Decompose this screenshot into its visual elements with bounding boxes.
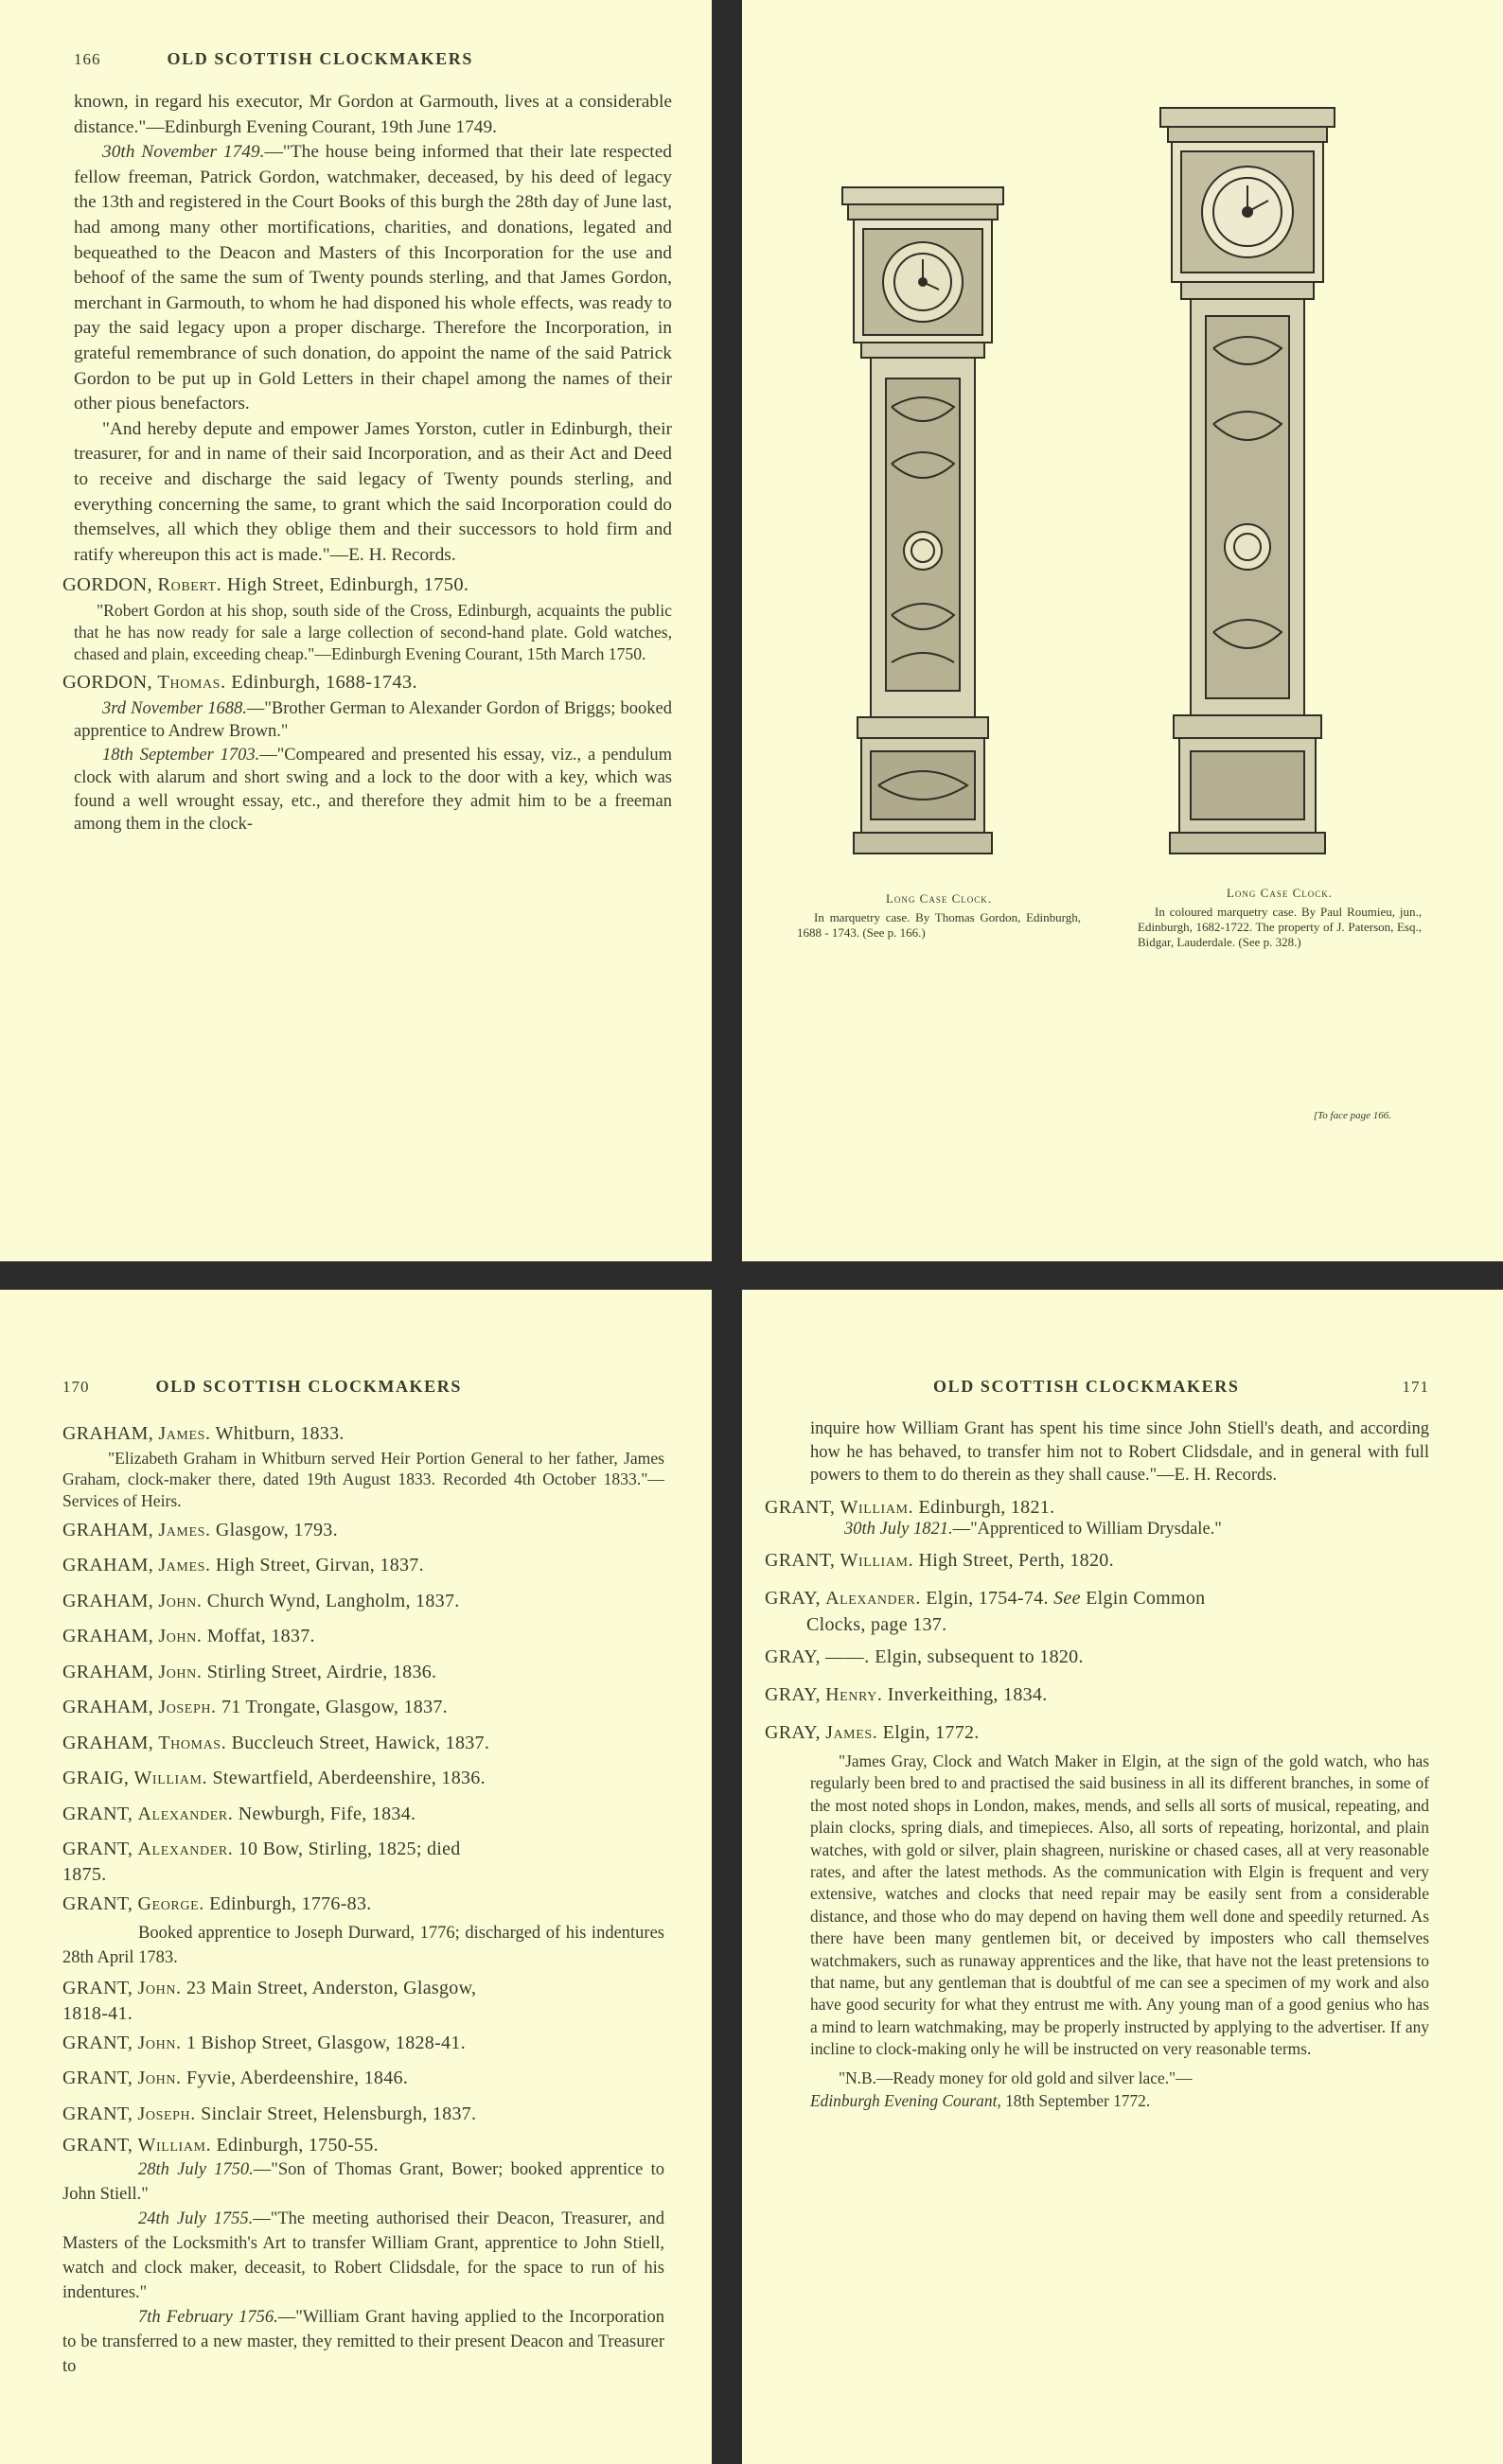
given-name: Thomas.: [158, 1732, 227, 1753]
surname: GRAHAM,: [62, 1555, 153, 1576]
given-name: Robert.: [157, 574, 222, 596]
entry-heading: [62, 1833, 664, 1867]
entry-heading: [62, 2098, 664, 2132]
page-166: [0, 0, 712, 1261]
given-name: Alexander.: [137, 1803, 234, 1824]
surname: GRAHAM,: [62, 1697, 153, 1718]
see-reference-text: Elgin Common: [1086, 1588, 1206, 1609]
surname: GRAY,: [765, 1684, 821, 1705]
entry-quote: "Elizabeth Graham in Whitburn served Heir Portion General to her father, James Graham, clock-maker there, dated 19th August 1833. Recorded 4th October 1833."—Services of Heirs.: [62, 1448, 664, 1511]
entry-subparagraph: [62, 2157, 664, 2207]
entry-heading: [765, 1677, 1429, 1713]
sub-text: —"Apprenticed to William Drysdale.": [952, 1519, 1222, 1539]
entry-heading: [62, 1888, 664, 1922]
sub-text: —"The meeting authorised their Deacon, Treasurer, and Masters of the Locksmith's Art to transfer William Grant, apprentice to John Stiell, watch and clock maker, deceasit, to Robert Clidsdale, for the space to run of his indentures.": [62, 2209, 665, 2303]
entry-heading: [62, 1798, 664, 1832]
entry-continuation: Clocks, page 137.: [806, 1614, 947, 1635]
given-name: James.: [158, 1423, 211, 1444]
surname: GRAHAM,: [62, 1732, 153, 1753]
entry-subparagraph: [74, 744, 672, 836]
given-name: John.: [137, 2068, 182, 2089]
entry-heading: [765, 1715, 1429, 1751]
entry-details: Edinburgh, 1776-83.: [209, 1892, 372, 1914]
surname: GRAY,: [765, 1722, 821, 1743]
given-name: James.: [825, 1722, 878, 1743]
entry-details: Buccleuch Street, Hawick, 1837.: [231, 1732, 490, 1753]
entry-details: Elgin, 1772.: [882, 1722, 980, 1743]
surname: GRAIG,: [62, 1768, 130, 1789]
entry-subparagraph: [62, 2207, 664, 2305]
date: 24th July 1755.: [138, 2209, 254, 2229]
surname: GRAHAM,: [62, 1590, 153, 1611]
surname: GRAY,: [765, 1588, 821, 1609]
date: 7th February 1756.: [138, 2308, 278, 2328]
entry-details: 71 Trongate, Glasgow, 1837.: [221, 1697, 448, 1718]
entry-heading: [62, 2133, 664, 2157]
entry-heading: [62, 1656, 664, 1690]
given-name: Joseph.: [158, 1697, 217, 1718]
paragraph-text: —"The house being informed that their late respected fellow freeman, Patrick Gordon, watchmaker, deceased, by his deed of legacy the 13th and registered in the Court Books of this burgh the 28th day of June last, had among many other mortifications, charities, and donations, legated and bequeathed to the Deacon and Masters of this Incorporation for the use and behoof of the same the sum of Twenty pounds sterling, and that James Gordon, merchant in Garmouth, to whom he had disponed his whole effects, was ready to pay the said legacy upon a proper discharge. Therefore the Incorporation, in grateful remembrance of such donation, do appoint the name of the said Patrick Gordon to be put up in Gold Letters in their chapel among the names of their other pious benefactors.: [74, 142, 672, 414]
given-name: William.: [840, 1496, 914, 1518]
given-name: John.: [137, 2032, 182, 2053]
caption-title: Long Case Clock.: [885, 891, 993, 906]
paragraph: known, in regard his executor, Mr Gordon at Garmouth, lives at a considerable distance."—Edinburgh Evening Courant, 19th June 1749.: [74, 92, 672, 137]
running-head: [810, 1377, 1429, 1397]
given-name: Henry.: [825, 1684, 883, 1705]
given-name: John.: [137, 1978, 182, 1999]
entry-heading: [62, 1727, 664, 1761]
caption-left: [797, 891, 1081, 941]
page-number: 166: [74, 50, 101, 68]
given-name: Joseph.: [137, 2103, 196, 2124]
entry-details: 10 Bow, Stirling, 1825; died: [238, 1839, 461, 1860]
date: 3rd November 1688.: [102, 698, 247, 718]
date: 18th September 1703.: [102, 745, 260, 765]
given-name: George.: [137, 1892, 204, 1914]
page-number: 171: [1402, 1378, 1429, 1396]
entry-details: Inverkeithing, 1834.: [887, 1684, 1048, 1705]
long-case-clock-illustration: [1153, 102, 1342, 859]
sub-text: —"William Grant having applied to the Incorporation to be transferred to a new master, they remitted to their present Deacon and Treasurer to: [62, 2308, 664, 2377]
page-number: 170: [62, 1378, 90, 1396]
page-title: OLD SCOTTISH CLOCKMAKERS: [933, 1377, 1240, 1396]
entry-subparagraph: [62, 2305, 664, 2379]
entry-details: High Street, Girvan, 1837.: [215, 1555, 424, 1576]
surname: GRAHAM,: [62, 1519, 153, 1540]
entry-heading: [62, 570, 672, 600]
date: 28th July 1750.: [138, 2160, 254, 2180]
page-170: [0, 1290, 712, 2464]
entry-heading: [62, 1514, 664, 1548]
surname: GRANT,: [62, 2135, 133, 2156]
surname: GRANT,: [62, 1978, 133, 1999]
surname: GRANT,: [62, 2032, 133, 2053]
page-title: OLD SCOTTISH CLOCKMAKERS: [155, 1377, 462, 1396]
paragraph: [74, 140, 672, 417]
given-name: Thomas.: [157, 671, 226, 693]
entry-details: Elgin, 1754-74.: [926, 1588, 1049, 1609]
given-name: William.: [840, 1550, 914, 1571]
caption-text: In marquetry case. By Thomas Gordon, Edinburgh, 1688 - 1743. (See p. 166.): [797, 910, 1081, 940]
page-171: [742, 1290, 1503, 2464]
entry-details: Newburgh, Fife, 1834.: [238, 1803, 416, 1824]
surname: GORDON,: [62, 574, 152, 596]
entry-details: High Street, Edinburgh, 1750.: [226, 574, 469, 596]
surname: GRAY,: [765, 1646, 821, 1667]
entry-details: Whitburn, 1833.: [215, 1423, 345, 1444]
surname: GRANT,: [62, 1892, 133, 1914]
entry-heading: [62, 1972, 664, 2006]
entry-heading: [62, 1620, 664, 1654]
long-case-clock-illustration: [833, 180, 1013, 861]
given-name: John.: [158, 1661, 203, 1682]
given-name: John.: [158, 1590, 203, 1611]
sub-text: —"Compeared and presented his essay, viz., a pendulum clock with alarum and short swing and a lock to the door with a key, which was found a well wrought essay, etc., and therefore they admit him to be a freeman among them in the clock-: [74, 745, 672, 835]
given-name: John.: [158, 1626, 203, 1647]
paragraph: "And hereby depute and empower James Yorston, cutler in Edinburgh, their treasurer, for and in name of their said Incorporation, and as their Act and Deed to receive and discharge the said legacy of Twenty pounds sterling, and everything concerning the same, to grant which the said Incorporation could do themselves, all which they oblige them and their successors to hold firm and ratify whereupon this act is made."—E. H. Records.: [74, 418, 672, 565]
entry-quote: "James Gray, Clock and Watch Maker in Elgin, at the sign of the gold watch, who has regularly been bred to and practised the said business in all its different branches, in some of the most noted shops in London, makes, mends, and sells all sorts of musical, repeating, and plain clocks, spring dials, and timepieces. Also, all sorts of repeating, horizontal, and plain watches, with gold or silver, plain shagreen, nuriskine or chased cases, all at very reasonable rates, and after the latest methods. As the communication with Elgin is frequent and very extensive, watches and clocks that need repair may be easily sent from a considerable distance, and those who do may depend on having them well done and speedily returned. As there have been many gentlemen bit, or deceived by imposters who call themselves watchmakers, such as runaway apprentices and the like, that have not the least pretensions to that name, but any gentleman that is doubtful of me can see a specimen of my work and also have good security for what they entrust me with. Any young man of a good genius who has a mind to learn watchmaking, may be properly instructed by applying to the advertiser. If any incline to clock-making only he will be instructed on very reasonable terms.: [810, 1751, 1429, 2059]
entry-heading: [62, 1417, 664, 1452]
see-reference: See: [1053, 1588, 1081, 1609]
given-name: James.: [158, 1519, 211, 1540]
given-name: William.: [137, 2135, 212, 2156]
entry-details: Sinclair Street, Helensburgh, 1837.: [201, 2103, 477, 2124]
entry-details: Glasgow, 1793.: [215, 1519, 338, 1540]
surname: GRANT,: [62, 1839, 133, 1860]
entry-details: Moffat, 1837.: [206, 1626, 315, 1647]
surname: GORDON,: [62, 671, 152, 693]
entry-details: 1 Bishop Street, Glasgow, 1828-41.: [186, 2032, 466, 2053]
entry-details: Church Wynd, Langholm, 1837.: [206, 1590, 460, 1611]
entry-heading: [62, 2027, 664, 2061]
entry-details: 23 Main Street, Anderston, Glasgow,: [186, 1978, 477, 1999]
entry-heading: [62, 1691, 664, 1725]
entry-note: [810, 2067, 1429, 2112]
entry-heading: [62, 1762, 664, 1796]
sub-text: —"Brother German to Alexander Gordon of Briggs; booked apprentice to Andrew Brown.": [74, 698, 672, 742]
entry-subparagraph: Booked apprentice to Joseph Durward, 1776; discharged of his indentures 28th April 1783.: [62, 1924, 664, 1968]
paragraph: inquire how William Grant has spent his time since John Stiell's death, and according how he has behaved, to transfer him not to Robert Clidsdale, and in general with full powers to them to do therein as they shall cause."—E. H. Records.: [810, 1419, 1429, 1485]
entry-heading: [62, 667, 672, 697]
given-name: Alexander.: [137, 1839, 234, 1860]
page-title: OLD SCOTTISH CLOCKMAKERS: [167, 49, 473, 68]
sub-text: —"Son of Thomas Grant, Bower; booked apprentice to John Stiell.": [62, 2160, 665, 2205]
entry-subparagraph: [810, 1518, 1429, 1541]
entry-details: High Street, Perth, 1820.: [918, 1550, 1114, 1571]
entry-subparagraph: [74, 697, 672, 744]
given-name: Alexander.: [825, 1588, 921, 1609]
note-text: "N.B.—Ready money for old gold and silver lace."—: [839, 2068, 1193, 2087]
entry-heading: [62, 1585, 664, 1619]
facing-page-note: [To face page 166.: [1313, 1110, 1391, 1121]
entry-heading: [765, 1580, 1429, 1616]
surname: GRAHAM,: [62, 1661, 153, 1682]
surname: GRANT,: [62, 2068, 133, 2089]
given-name: ——.: [825, 1646, 870, 1667]
given-name: William.: [133, 1768, 208, 1789]
date: 30th July 1821.: [844, 1519, 953, 1539]
running-head: [62, 1377, 664, 1397]
source-date: 18th September 1772.: [1005, 2090, 1151, 2110]
entry-details: Fyvie, Aberdeenshire, 1846.: [186, 2068, 409, 2089]
surname: GRANT,: [765, 1496, 836, 1518]
entry-continuation: 1875.: [62, 1863, 107, 1885]
entry-continuation: 1818-41.: [62, 2002, 133, 2024]
caption-text: In coloured marquetry case. By Paul Roumieu, jun., Edinburgh, 1682-1722. The property of J. Paterson, Esq., Bidgar, Lauderdale. (See p. 328.): [1138, 905, 1422, 949]
entry-details: Stewartfield, Aberdeenshire, 1836.: [212, 1768, 486, 1789]
entry-heading: [62, 1549, 664, 1583]
given-name: James.: [158, 1555, 211, 1576]
surname: GRAHAM,: [62, 1626, 153, 1647]
running-head: [74, 49, 672, 69]
entry-details: Edinburgh, 1821.: [918, 1496, 1055, 1518]
caption-title: Long Case Clock.: [1226, 886, 1334, 900]
surname: GRAHAM,: [62, 1423, 153, 1444]
entry-heading: [62, 2062, 664, 2096]
entry-heading: [765, 1639, 1429, 1675]
surname: GRANT,: [62, 1803, 133, 1824]
entry-heading: [765, 1542, 1429, 1578]
source-title: Edinburgh Evening Courant,: [810, 2090, 1001, 2110]
surname: GRANT,: [62, 2103, 133, 2124]
entry-details: Stirling Street, Airdrie, 1836.: [206, 1661, 437, 1682]
plate-page: [742, 0, 1503, 1261]
date: 30th November 1749.: [102, 142, 265, 163]
entry-quote: "Robert Gordon at his shop, south side of the Cross, Edinburgh, acquaints the public that he has now ready for sale a large collection of second-hand plate. Gold watches, chased and plain, exceeding cheap."—Edinburgh Evening Courant, 15th March 1750.: [74, 601, 672, 663]
entry-details: Edinburgh, 1688-1743.: [231, 671, 417, 693]
entry-details: Elgin, subsequent to 1820.: [875, 1646, 1084, 1667]
caption-right: [1138, 886, 1422, 950]
entry-details: Edinburgh, 1750-55.: [216, 2135, 379, 2156]
surname: GRANT,: [765, 1550, 836, 1571]
